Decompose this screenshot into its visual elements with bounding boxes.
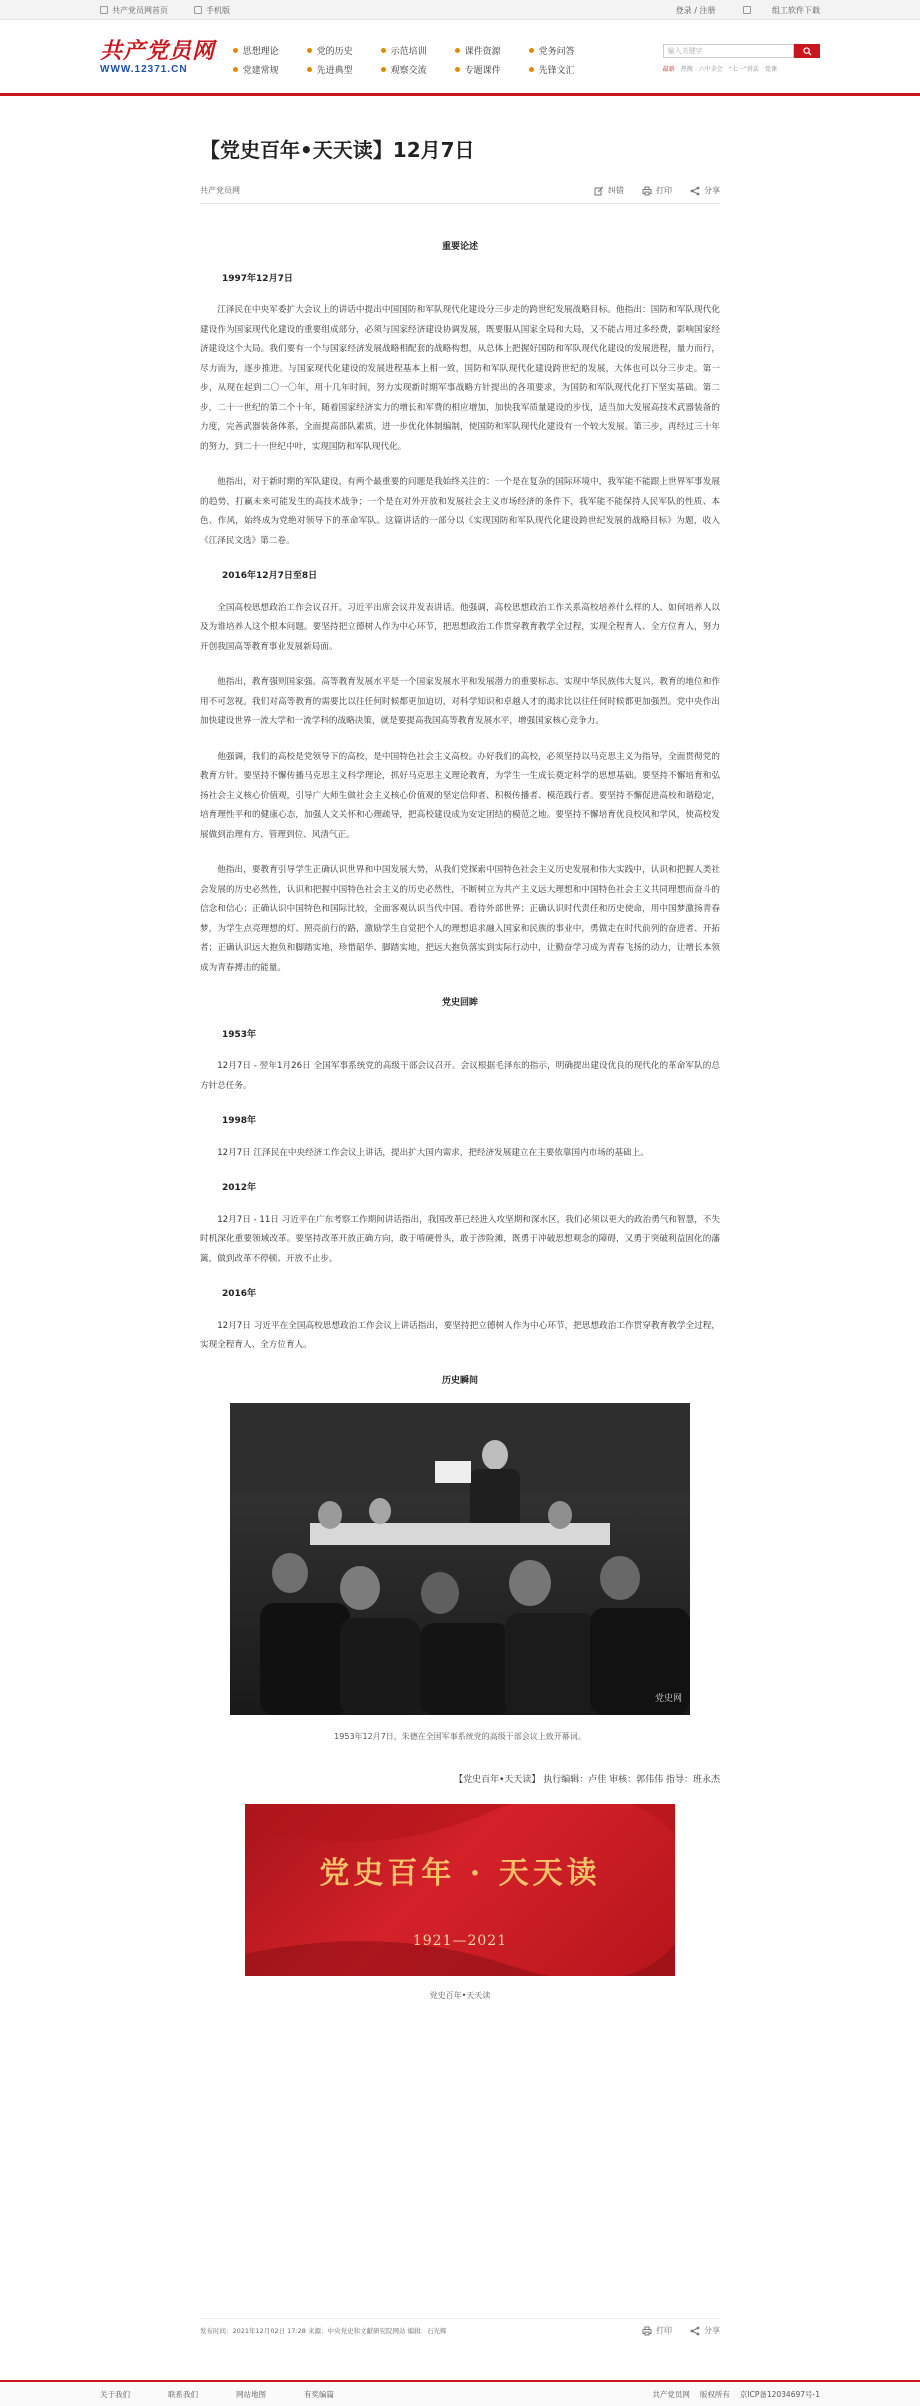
nav-item[interactable]: 示范培训 xyxy=(381,44,455,57)
share-icon xyxy=(690,186,700,196)
banner-years: 1921—2021 xyxy=(412,1933,508,1949)
main-nav xyxy=(233,44,663,76)
banner-title: 党史百年 · 天天读 xyxy=(319,1856,601,1891)
date-heading: 2012年 xyxy=(222,1183,257,1193)
article-meta-bar xyxy=(200,185,720,204)
download-icon xyxy=(743,6,751,14)
hotword-link[interactable]: 六中全会 xyxy=(698,66,723,73)
top-bar xyxy=(0,0,920,20)
site-logo[interactable] xyxy=(100,40,217,75)
paragraph: 12月7日 - 11日 习近平在广东考察工作期间讲话指出，我国改革已经进入攻坚期和深水区，我们必须以更大的政治勇气和智慧，不失时机深化重要领域改革。要坚持改革开放正确方向，敢于啃硬骨头，敢于涉险滩，既勇于冲破思想观念的障碍，又勇于突破利益固化的藩篱，做到改革不停顿、开放不止步。 xyxy=(200,1214,720,1264)
search-icon xyxy=(803,47,812,56)
logo-text: 共产党员网 xyxy=(100,38,216,64)
bullet-icon xyxy=(529,67,534,72)
nav-item[interactable]: 党务问答 xyxy=(529,44,603,57)
article-title: 【党史百年•天天读】12月7日 xyxy=(200,138,475,162)
section-heading: 党史回眸 xyxy=(441,998,478,1008)
share-button-bottom[interactable]: 分享 xyxy=(690,2325,720,2336)
nav-item[interactable]: 课件资源 xyxy=(455,44,529,57)
login-link[interactable]: 登录 / 注册 xyxy=(675,5,716,15)
hotword-link[interactable]: 党课 xyxy=(764,66,777,73)
article-source: 共产党员网 xyxy=(200,186,240,195)
site-header xyxy=(0,20,920,96)
section-heading: 重要论述 xyxy=(441,242,478,252)
date-heading: 1997年12月7日 xyxy=(222,273,293,284)
search-input[interactable]: 输入关键字 xyxy=(663,44,794,58)
print-icon xyxy=(642,2326,652,2336)
mobile-icon xyxy=(194,6,202,14)
article-footer-meta xyxy=(200,2318,720,2336)
photo-illustration xyxy=(230,1403,690,1715)
hotword-link[interactable]: 最新 xyxy=(662,66,675,73)
bullet-icon xyxy=(233,48,238,53)
bullet-icon xyxy=(307,67,312,72)
client-download-link[interactable]: 组工软件下载 xyxy=(729,5,820,16)
paragraph: 12月7日 江泽民在中央经济工作会议上讲话，提出扩大国内需求，把经济发展建立在主要依靠国内市场的基础上。 xyxy=(217,1147,649,1158)
bullet-icon xyxy=(381,67,386,72)
bullet-icon xyxy=(455,48,460,53)
logo-url: WWW.12371.CN xyxy=(100,64,188,75)
share-button[interactable]: 分享 xyxy=(690,185,720,196)
nav-item[interactable]: 观察交流 xyxy=(381,63,455,76)
hotword-link[interactable]: 热搜 xyxy=(680,66,693,73)
paragraph: 12月7日 习近平在全国高校思想政治工作会议上讲话指出，要坚持把立德树人作为中心环节，把思想政治工作贯穿教育教学全过程，实现全程育人、全方位育人。 xyxy=(200,1320,720,1350)
footer-copyright: 版权所有 xyxy=(699,2389,730,2399)
paragraph: 全国高校思想政治工作会议召开。习近平出席会议并发表讲话。他强调，高校思想政治工作关系高校培养什么样的人、如何培养人以及为谁培养人这个根本问题。要坚持把立德树人作为中心环节，把思想政治工作贯穿教育教学全过程，实现全程育人、全方位育人，努力开创我国高等教育事业发展新局面。 xyxy=(200,602,720,652)
footer-link[interactable]: 网站地图 xyxy=(236,2389,266,2399)
print-button[interactable]: 打印 xyxy=(642,185,672,196)
article-body xyxy=(200,238,720,2006)
hotword-link[interactable]: “七一”讲话 xyxy=(728,66,759,73)
print-button-bottom[interactable]: 打印 xyxy=(642,2325,672,2336)
date-heading: 1998年 xyxy=(222,1116,257,1126)
paragraph: 他强调，我们的高校是党领导下的高校，是中国特色社会主义高校。办好我们的高校，必须坚持以马克思主义为指导，全面贯彻党的教育方针。要坚持不懈传播马克思主义科学理论，抓好马克思主义理论教育，为学生一生成长奠定科学的思想基础。要坚持不懈培育和弘扬社会主义核心价值观，引导广大师生做社会主义核心价值观的坚定信仰者、积极传播者、模范践行者。要坚持不懈促进高校和谐稳定，培育理性平和的健康心态，加强人文关怀和心理疏导，把高校建设成为安定团结的模范之地。要坚持不懈培育优良校风和学风，使高校发展做到治理有方、管理到位、风清气正。 xyxy=(200,751,720,840)
historical-photo xyxy=(230,1403,690,1715)
mobile-link[interactable]: 手机版 xyxy=(194,5,230,16)
date-heading: 2016年12月7日至8日 xyxy=(222,571,318,581)
paragraph: 他指出，教育强则国家强。高等教育发展水平是一个国家发展水平和发展潜力的重要标志。实现中华民族伟大复兴，教育的地位和作用不可忽视。我们对高等教育的需要比以往任何时候都更加迫切，对科学知识和卓越人才的渴求比以往任何时候都更加强烈。党中央作出加快建设世界一流大学和一流学科的战略决策，就是要提高我国高等教育发展水平，增强国家核心竞争力。 xyxy=(200,677,720,726)
footer-link[interactable]: 有奖编篇 xyxy=(304,2389,334,2399)
search-button[interactable] xyxy=(794,44,820,58)
home-link[interactable]: 共产党员网首页 xyxy=(100,5,168,16)
hot-words xyxy=(663,64,820,73)
bullet-icon xyxy=(233,67,238,72)
nav-item[interactable]: 先锋文汇 xyxy=(529,63,603,76)
banner-caption: 党史百年•天天读 xyxy=(429,1991,491,2000)
bullet-icon xyxy=(529,48,534,53)
paragraph: 他指出，对于新时期的军队建设，有两个最重要的问题是我始终关注的：一个是在复杂的国际环境中，我军能不能跟上世界军事发展的趋势，打赢未来可能发生的高技术战争；一个是在对外开放和发展社会主义市场经济的条件下，我军能不能保持人民军队的性质、本色、作风，始终成为党绝对领导下的革命军队。这篇讲话的一部分以《实现国防和军队现代化建设跨世纪发展的战略目标》为题，收入《江泽民文选》第二卷。 xyxy=(200,477,720,546)
home-icon xyxy=(100,6,108,14)
photo-watermark: 党史网 xyxy=(654,1693,682,1704)
publish-info: 发布时间：2021年12月02日 17:28 来源：中央党史和文献研究院网站 编辑：石光辉 xyxy=(200,2327,447,2335)
bullet-icon xyxy=(381,48,386,53)
editor-credit: 【党史百年•天天读】 执行编辑：卢佳 审核：郭伟伟 指导：班永杰 xyxy=(454,1774,720,1785)
footer-link[interactable]: 联系我们 xyxy=(168,2389,198,2399)
correct-button[interactable]: 纠错 xyxy=(594,185,624,196)
nav-item[interactable]: 先进典型 xyxy=(307,63,381,76)
date-heading: 2016年 xyxy=(222,1289,257,1299)
photo-caption: 1953年12月7日，朱德在全国军事系统党的高级干部会议上致开幕词。 xyxy=(334,1732,586,1741)
edit-icon xyxy=(594,186,604,196)
bullet-icon xyxy=(307,48,312,53)
search-box xyxy=(663,44,820,73)
section-heading: 历史瞬间 xyxy=(441,1375,478,1386)
footer-site-name: 共产党员网 xyxy=(652,2389,690,2399)
bullet-icon xyxy=(455,67,460,72)
share-icon xyxy=(690,2326,700,2336)
date-heading: 1953年 xyxy=(222,1029,257,1040)
paragraph: 12月7日 - 翌年1月26日 全国军事系统党的高级干部会议召开。会议根据毛泽东的指示，明确提出建设优良的现代化的革命军队的总方针总任务。 xyxy=(200,1061,720,1091)
print-icon xyxy=(642,186,652,196)
nav-item[interactable]: 党的历史 xyxy=(307,44,381,57)
site-footer xyxy=(0,2380,920,2406)
paragraph: 他指出，要教育引导学生正确认识世界和中国发展大势，从我们党探索中国特色社会主义历史发展和伟大实践中，认识和把握人类社会发展的历史必然性，认识和把握中国特色社会主义的历史必然性，不断树立为共产主义远大理想和中国特色社会主义共同理想而奋斗的信念和信心；正确认识中国特色和国际比较，全面客观认识当代中国、看待外部世界；正确认识时代责任和历史使命，用中国梦激扬青春梦，为学生点亮理想的灯、照亮前行的路，激励学生自觉把个人的理想追求融入国家和民族的事业中，勇做走在时代前列的奋进者、开拓者；正确认识远大抱负和脚踏实地，珍惜韶华、脚踏实地，把远大抱负落实到实际行动中，让勤奋学习成为青春飞扬的动力，让增长本领成为青春搏击的能量。 xyxy=(200,865,720,973)
nav-item[interactable]: 思想理论 xyxy=(233,44,307,57)
nav-item[interactable]: 专题课件 xyxy=(455,63,529,76)
article xyxy=(200,134,720,2006)
footer-link[interactable]: 关于我们 xyxy=(100,2389,130,2399)
series-banner xyxy=(245,1804,675,1976)
nav-item[interactable]: 党建常规 xyxy=(233,63,307,76)
paragraph: 江泽民在中央军委扩大会议上的讲话中提出中国国防和军队现代化建设分三步走的跨世纪发展战略目标。他指出：国防和军队现代化建设作为国家现代化建设的重要组成部分，必须与国家经济建设协调发展，既要服从国家全局和大局，又不能占用过多经费，影响国家经济建设这个大局。我们要有一个与国家经济发展战略相配套的战略构想，从总体上把握好国防和军队现代化建设的发展进程，量力而行，尽力而为，逐步推进。与国家现代化建设的发展进程基本上相一致，国防和军队现代化建设跨世纪的发展，大体也可以分三步走。第一步，从现在起到二〇一〇年，用十几年时间，努力实现新时期军事战略方针提出的各项要求，为国防和军队现代化打下坚实基础。第二步，二十一世纪的第二个十年，随着国家经济实力的增长和军费的相应增加，加快我军质量建设的步伐，适当加大发展高技术武器装备的力度，完善武器装备体系，全面提高部队素质，进一步优化体制编制，使国防和军队现代化建设有一个较大发展。第三步，再经过三十年的努力，到二十一世纪中叶，实现国防和军队现代化。 xyxy=(200,305,720,452)
footer-icp[interactable]: 京ICP备12034697号-1 xyxy=(739,2389,820,2399)
